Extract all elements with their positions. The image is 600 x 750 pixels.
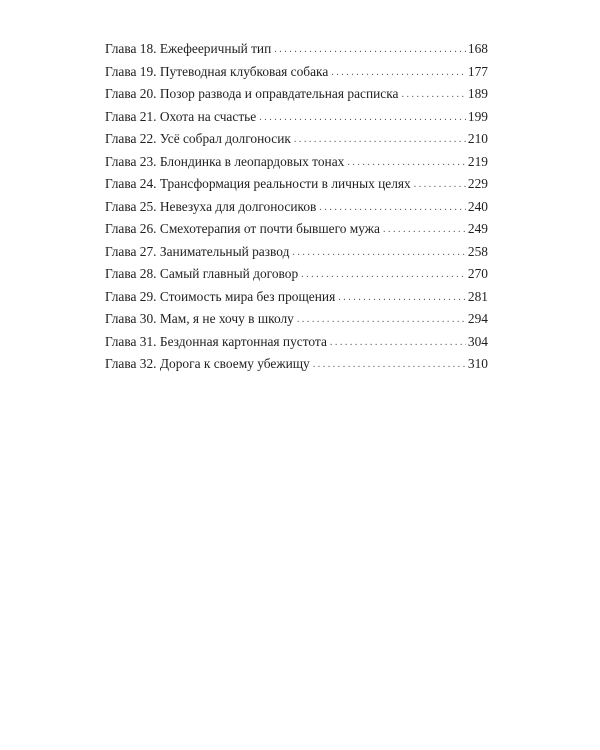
- toc-entry[interactable]: [105, 128, 488, 151]
- dot-leader: [292, 242, 466, 265]
- toc-entry-page: 177: [467, 63, 488, 79]
- toc-entry[interactable]: [105, 106, 488, 129]
- toc-entry[interactable]: [105, 151, 488, 174]
- toc-entry[interactable]: [105, 263, 488, 286]
- toc-entry[interactable]: [105, 196, 488, 219]
- toc-entry-page: 189: [467, 86, 488, 101]
- toc-entry-title: Глава 30. Мам, я не хочу в школу: [105, 311, 294, 326]
- toc-entry-page: 199: [467, 108, 488, 124]
- dot-leader: [274, 39, 466, 62]
- dot-leader: [297, 309, 466, 332]
- toc-entry-title: Глава 25. Невезуха для долгоносиков: [105, 198, 317, 214]
- toc-entry-title: Глава 28. Самый главный договор: [105, 266, 299, 281]
- toc-entry[interactable]: [105, 286, 488, 309]
- toc-entry-title: Глава 20. Позор развода и оправдательная расписка: [105, 86, 399, 101]
- toc-entry[interactable]: [105, 218, 488, 241]
- dot-leader: [319, 197, 466, 220]
- toc-entry-page: 258: [467, 243, 488, 259]
- toc-entry-title: Глава 21. Охота на счастье: [105, 108, 257, 124]
- dot-leader: [331, 62, 466, 85]
- toc-entry-title: Глава 19. Путеводная клубковая собака: [105, 63, 329, 79]
- toc-entry[interactable]: [105, 38, 488, 61]
- toc-entry-title: Глава 29. Стоимость мира без прощения: [105, 288, 336, 304]
- toc-entry-title: Глава 23. Блондинка в леопардовых тонах: [105, 153, 345, 169]
- toc-entry-title: Глава 18. Ежефееричный тип: [105, 41, 272, 56]
- toc-entry[interactable]: [105, 331, 488, 354]
- dot-leader: [301, 264, 466, 287]
- toc-entry-page: 281: [467, 288, 488, 304]
- toc-entry-page: 249: [467, 221, 488, 236]
- dot-leader: [330, 332, 466, 355]
- toc-entry-title: Глава 32. Дорога к своему убежищу: [105, 356, 310, 371]
- toc-entry-page: 219: [467, 153, 488, 169]
- toc-entry-page: 304: [467, 333, 488, 349]
- dot-leader: [347, 152, 466, 175]
- dot-leader: [338, 287, 466, 310]
- dot-leader: [402, 84, 466, 107]
- toc-entry-title: Глава 27. Занимательный развод: [105, 243, 290, 259]
- toc-entry[interactable]: [105, 308, 488, 331]
- toc-entry-page: 240: [467, 198, 488, 214]
- toc-entry-title: Глава 22. Усё собрал долгоносик: [105, 131, 291, 146]
- toc-entry-title: Глава 26. Смехотерапия от почти бывшего мужа: [105, 221, 380, 236]
- toc-entry-page: 294: [467, 311, 488, 326]
- dot-leader: [383, 219, 466, 242]
- dot-leader: [313, 354, 466, 377]
- toc-entry[interactable]: [105, 173, 488, 196]
- dot-leader: [259, 107, 466, 130]
- toc-entry-page: 229: [467, 176, 488, 191]
- toc-entry[interactable]: [105, 83, 488, 106]
- dot-leader: [294, 129, 466, 152]
- toc-entry[interactable]: [105, 61, 488, 84]
- toc-entry[interactable]: [105, 353, 488, 376]
- toc-entry-page: 210: [467, 131, 488, 146]
- toc-entry-title: Глава 31. Бездонная картонная пустота: [105, 333, 327, 349]
- toc-entry-page: 168: [467, 41, 488, 56]
- toc-entry-page: 310: [467, 356, 488, 371]
- dot-leader: [414, 174, 466, 197]
- toc-entry-title: Глава 24. Трансформация реальности в личных целях: [105, 176, 411, 191]
- toc-entry[interactable]: [105, 241, 488, 264]
- table-of-contents: [105, 38, 488, 376]
- toc-entry-page: 270: [467, 266, 488, 281]
